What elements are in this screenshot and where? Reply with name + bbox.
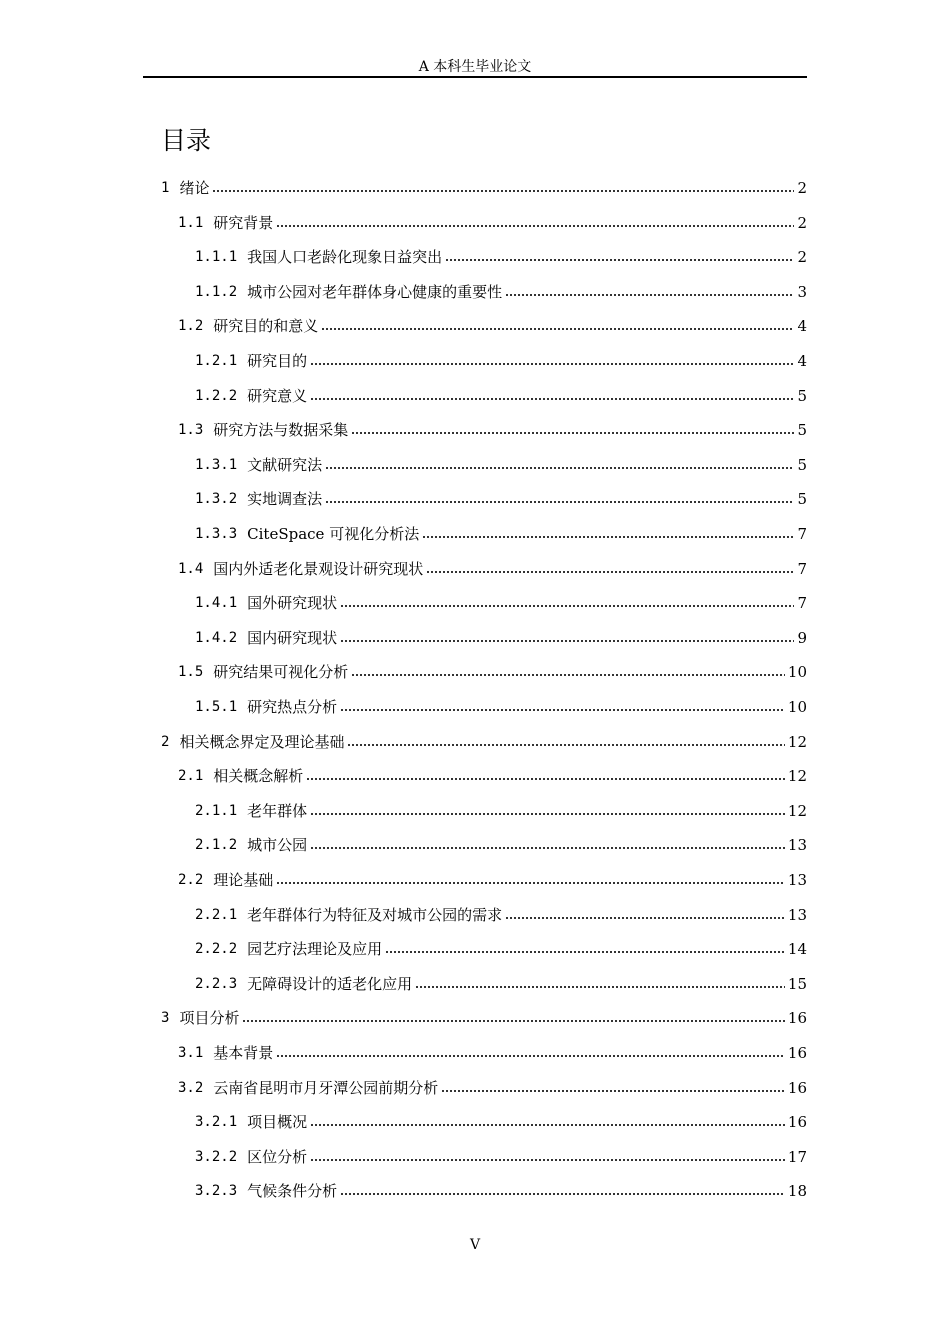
- toc-entry[interactable]: [195, 903, 807, 925]
- toc-dot-leader: [212, 189, 794, 193]
- toc-entry-page: 12: [787, 732, 807, 751]
- toc-entry-label: 气候条件分析: [247, 1182, 338, 1201]
- toc-entry[interactable]: [178, 314, 807, 336]
- toc-entry-label: 研究目的和意义: [213, 317, 319, 336]
- toc-entry-page: 16: [787, 1113, 807, 1132]
- toc-entry-label: 理论基础: [213, 871, 274, 889]
- toc-entry-label: CiteSpace 可视化分析法: [247, 525, 420, 543]
- toc-entry[interactable]: [195, 1145, 807, 1167]
- toc-entry-label: 实地调查法: [247, 490, 323, 509]
- toc-dot-leader: [445, 258, 794, 262]
- toc-entry-page: 4: [797, 317, 807, 336]
- toc-entry[interactable]: [195, 384, 807, 406]
- toc-entry-page: 9: [797, 628, 807, 647]
- toc-entry-number: 3.2: [178, 1079, 204, 1096]
- toc-entry-label: 研究热点分析: [247, 698, 338, 716]
- toc-entry-number: 1.1.2: [195, 283, 238, 300]
- toc-entry-label: 研究目的: [247, 352, 308, 370]
- toc-entry-number: 2.2.1: [195, 906, 238, 923]
- toc-entry-number: 1.3.2: [195, 491, 238, 508]
- toc-entry[interactable]: [195, 487, 807, 509]
- toc-entry[interactable]: [178, 1041, 807, 1063]
- toc-dot-leader: [505, 916, 785, 920]
- toc-dot-leader: [340, 639, 794, 643]
- toc-entry-label: 研究方法与数据采集: [213, 421, 349, 440]
- toc-entry-label: 基本背景: [213, 1044, 274, 1062]
- toc-entry-label: 研究意义: [247, 386, 308, 405]
- toc-entry-page: 13: [787, 836, 807, 855]
- toc-entry[interactable]: [195, 522, 807, 544]
- toc-entry-page: 10: [787, 698, 807, 716]
- toc-entry-page: 17: [787, 1147, 807, 1166]
- toc-entry-number: 1.4.2: [195, 629, 238, 646]
- toc-entry[interactable]: [195, 695, 807, 717]
- toc-entry-number: 1.4: [178, 560, 204, 577]
- toc-entry[interactable]: [195, 1110, 807, 1132]
- toc-entry-page: 2: [797, 179, 807, 197]
- toc-entry[interactable]: [178, 764, 807, 786]
- toc-entry-number: 2.2.2: [195, 941, 238, 958]
- toc-entry-number: 2.1.1: [195, 802, 238, 819]
- toc-dot-leader: [310, 397, 794, 401]
- toc-entry-label: 区位分析: [247, 1147, 308, 1166]
- toc-entry[interactable]: [178, 211, 807, 233]
- toc-entry-page: 10: [787, 663, 807, 682]
- toc-dot-leader: [441, 1089, 785, 1093]
- toc-entry-page: 15: [787, 974, 807, 993]
- toc-entry-page: 3: [797, 282, 807, 301]
- toc-entry-number: 2: [161, 733, 170, 750]
- toc-dot-leader: [351, 431, 794, 435]
- toc-entry-page: 16: [787, 1009, 807, 1028]
- toc-entry-number: 2.2.3: [195, 975, 238, 992]
- toc-entry-page: 14: [787, 940, 807, 959]
- toc-entry-page: 12: [787, 767, 807, 786]
- toc-entry-number: 3.1: [178, 1045, 204, 1061]
- toc-dot-leader: [415, 985, 785, 989]
- toc-entry[interactable]: [178, 418, 807, 440]
- toc-entry[interactable]: [195, 833, 807, 855]
- toc-entry-number: 1.3.3: [195, 526, 238, 542]
- toc-entry-label: 国外研究现状: [247, 594, 338, 613]
- toc-entry[interactable]: [161, 176, 807, 198]
- toc-entry[interactable]: [195, 453, 807, 475]
- toc-entry-number: 1.2.2: [195, 387, 238, 404]
- toc-entry-number: 1.5.1: [195, 699, 238, 715]
- toc-entry-label: 项目分析: [179, 1009, 240, 1028]
- toc-entry-label: 研究结果可视化分析: [213, 663, 349, 682]
- toc-entry-page: 2: [797, 248, 807, 267]
- toc-dot-leader: [310, 846, 785, 850]
- toc-entry-number: 2.2: [178, 872, 204, 888]
- toc-entry-number: 3.2.2: [195, 1148, 238, 1165]
- toc-entry-number: 1.4.1: [195, 595, 238, 612]
- toc-entry-page: 13: [787, 905, 807, 924]
- toc-dot-leader: [276, 224, 794, 228]
- toc-entry-number: 3.2.1: [195, 1114, 238, 1131]
- toc-entry-number: 1.1.1: [195, 249, 238, 266]
- toc-dot-leader: [340, 1192, 785, 1196]
- toc-dot-leader: [340, 604, 794, 608]
- toc-dot-leader: [426, 570, 794, 574]
- toc-entry-label: 老年群体: [247, 801, 308, 820]
- toc-dot-leader: [325, 466, 794, 470]
- toc-entry-page: 13: [787, 871, 807, 889]
- toc-entry-page: 16: [787, 1044, 807, 1062]
- toc-dot-leader: [276, 1054, 785, 1058]
- toc-entry-label: 文献研究法: [247, 455, 323, 474]
- toc-entry-label: 国内研究现状: [247, 628, 338, 647]
- toc-entry-number: 3: [161, 1010, 170, 1027]
- toc-entry-page: 5: [797, 386, 807, 405]
- toc-dot-leader: [325, 500, 794, 504]
- toc-dot-leader: [306, 777, 785, 781]
- toc-entry[interactable]: [178, 1076, 807, 1098]
- toc-entry[interactable]: [195, 626, 807, 648]
- toc-entry-page: 4: [797, 352, 807, 370]
- toc-dot-leader: [321, 327, 794, 331]
- toc-entry[interactable]: [178, 660, 807, 682]
- toc-entry-page: 7: [797, 559, 807, 578]
- toc-dot-leader: [310, 1123, 785, 1127]
- toc-entry-number: 1.2.1: [195, 353, 238, 369]
- toc-entry-page: 12: [787, 801, 807, 820]
- toc-entry-label: 云南省昆明市月牙潭公园前期分析: [213, 1078, 439, 1097]
- toc-entry-page: 5: [797, 455, 807, 474]
- toc-entry[interactable]: [161, 1006, 807, 1028]
- toc-entry-number: 1.2: [178, 318, 204, 335]
- toc-dot-leader: [351, 673, 785, 677]
- toc-entry-page: 7: [797, 525, 807, 543]
- toc-dot-leader: [276, 881, 785, 885]
- toc-dot-leader: [340, 708, 785, 712]
- toc-entry-number: 2.1: [178, 768, 204, 785]
- toc-entry-label: 研究背景: [213, 213, 274, 232]
- toc-entry-label: 绪论: [179, 179, 210, 197]
- page-number: V: [469, 1237, 481, 1253]
- toc-entry-number: 2.1.2: [195, 837, 238, 854]
- toc-title: 目录: [161, 126, 212, 155]
- toc-entry-number: 1.3: [178, 422, 204, 439]
- toc-entry-label: 项目概况: [247, 1113, 308, 1132]
- toc-entry-label: 我国人口老龄化现象日益突出: [247, 248, 443, 267]
- toc-entry-label: 无障碍设计的适老化应用: [247, 974, 413, 993]
- toc-entry[interactable]: [195, 972, 807, 994]
- toc-entry-page: 16: [787, 1078, 807, 1097]
- toc-entry-number: 1.1: [178, 214, 204, 231]
- toc-dot-leader: [385, 950, 785, 954]
- toc-dot-leader: [422, 535, 794, 539]
- toc-entry-label: 国内外适老化景观设计研究现状: [213, 559, 424, 578]
- toc-entry-page: 18: [787, 1182, 807, 1201]
- toc-entry-number: 3.2.3: [195, 1183, 238, 1200]
- toc-dot-leader: [310, 812, 785, 816]
- toc-dot-leader: [310, 1158, 785, 1162]
- running-header: A 本科生毕业论文: [418, 59, 532, 75]
- toc-dot-leader: [347, 743, 784, 747]
- toc-entry-label: 老年群体行为特征及对城市公园的需求: [247, 905, 503, 924]
- toc-entry-page: 5: [797, 490, 807, 509]
- toc-entry-page: 5: [797, 421, 807, 440]
- toc-entry[interactable]: [195, 349, 807, 371]
- toc-entry[interactable]: [195, 937, 807, 959]
- toc-entry-label: 城市公园对老年群体身心健康的重要性: [247, 282, 503, 301]
- toc-entry-number: 1: [161, 180, 170, 196]
- toc-dot-leader: [505, 293, 794, 297]
- toc-entry-number: 1.3.1: [195, 456, 238, 473]
- toc-dot-leader: [242, 1019, 784, 1023]
- toc-entry-label: 相关概念界定及理论基础: [179, 732, 345, 751]
- toc-entry[interactable]: [178, 868, 807, 890]
- toc-entry[interactable]: [195, 1179, 807, 1201]
- toc-entry[interactable]: [195, 280, 807, 302]
- toc-entry[interactable]: [178, 557, 807, 579]
- toc-entry-number: 1.5: [178, 664, 204, 681]
- toc-entry-label: 城市公园: [247, 836, 308, 855]
- toc-entry-label: 相关概念解析: [213, 767, 304, 786]
- toc-dot-leader: [310, 362, 794, 366]
- toc-entry[interactable]: [161, 730, 807, 752]
- toc-entry[interactable]: [195, 245, 807, 267]
- toc-entry[interactable]: [195, 591, 807, 613]
- toc-entry-page: 2: [797, 213, 807, 232]
- toc-entry-label: 园艺疗法理论及应用: [247, 940, 383, 959]
- toc-entry-page: 7: [797, 594, 807, 613]
- toc-entry[interactable]: [195, 799, 807, 821]
